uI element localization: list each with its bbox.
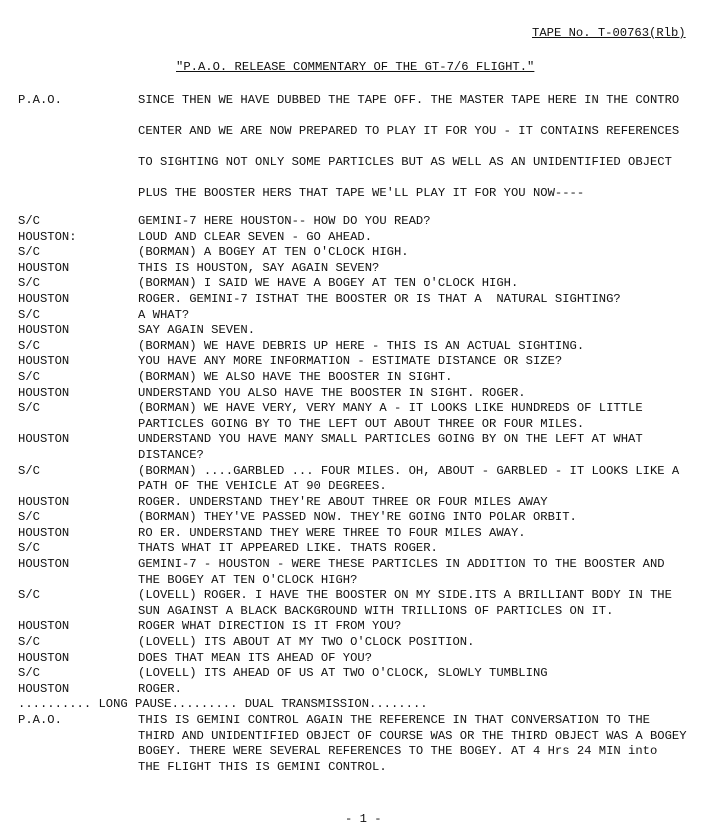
transcript-row <box>0 557 720 588</box>
speaker: S/C <box>18 635 40 650</box>
transcript <box>0 214 720 775</box>
transcript-row <box>0 635 720 651</box>
utterance: (BORMAN) A BOGEY AT TEN O'CLOCK HIGH. <box>138 245 409 260</box>
utterance: A WHAT? <box>138 307 190 322</box>
intro-line: TO SIGHTING NOT ONLY SOME PARTICLES BUT AS WELL AS AN UNIDENTIFIED OBJECT <box>138 155 672 169</box>
closing-text: THIS IS GEMINI CONTROL AGAIN THE REFERENCE IN THAT CONVERSATION TO THE THIRD AND UNIDENTIFIED OBJECT OF COURSE WAS OR THE THIRD OBJECT WAS A BOGEY BOGEY. THERE WERE SEVERAL REFERENCES TO THE BOGEY. AT 4 Hrs 24 MIN into THE FLIGHT THIS IS GEMINI CONTROL. <box>138 713 687 774</box>
intro-line: PLUS THE BOOSTER HERS THAT TAPE WE'LL PLAY IT FOR YOU NOW---- <box>138 186 585 200</box>
utterance: YOU HAVE ANY MORE INFORMATION - ESTIMATE DISTANCE OR SIZE? <box>138 354 563 369</box>
speaker: S/C <box>18 510 40 525</box>
speaker: HOUSTON <box>18 557 70 572</box>
speaker: HOUSTON <box>18 260 70 275</box>
speaker: S/C <box>18 463 40 478</box>
speaker: S/C <box>18 214 40 228</box>
closing-row <box>0 713 720 775</box>
utterance: SAY AGAIN SEVEN. <box>138 323 256 338</box>
transcript-row <box>0 432 720 463</box>
speaker: S/C <box>18 401 40 416</box>
transcript-row <box>0 526 720 542</box>
utterance: ROGER. <box>138 681 182 696</box>
transcript-row <box>0 401 720 432</box>
utterance: (BORMAN) WE HAVE DEBRIS UP HERE - THIS IS AN ACTUAL SIGHTING. <box>138 338 585 353</box>
speaker: HOUSTON <box>18 681 70 696</box>
transcript-row <box>0 541 720 557</box>
transcript-row <box>0 370 720 386</box>
speaker: S/C <box>18 369 40 384</box>
transcript-row <box>0 261 720 277</box>
transcript-row <box>0 666 720 682</box>
utterance: THATS WHAT IT APPEARED LIKE. THATS ROGER. <box>138 541 438 556</box>
transcript-row <box>0 276 720 292</box>
utterance: LOUD AND CLEAR SEVEN - GO AHEAD. <box>138 229 373 244</box>
utterance: GEMINI-7 - HOUSTON - WERE THESE PARTICLES IN ADDITION TO THE BOOSTER AND THE BOGEY AT TEN O'CLOCK HIGH? <box>138 557 665 587</box>
speaker: HOUSTON <box>18 385 70 400</box>
transcript-row <box>0 682 720 698</box>
speaker: HOUSTON <box>18 650 70 665</box>
utterance: (BORMAN) THEY'VE PASSED NOW. THEY'RE GOING INTO POLAR ORBIT. <box>138 510 577 525</box>
utterance: GEMINI-7 HERE HOUSTON-- HOW DO YOU READ? <box>138 214 431 228</box>
utterance: (BORMAN) ....GARBLED ... FOUR MILES. OH, ABOUT - GARBLED - IT LOOKS LIKE A PATH OF THE VEHICLE AT 90 DEGREES. <box>138 463 680 494</box>
speaker: HOUSTON <box>18 432 70 447</box>
utterance: UNDERSTAND YOU ALSO HAVE THE BOOSTER IN SIGHT. ROGER. <box>138 385 526 400</box>
transcript-row <box>0 308 720 324</box>
speaker: HOUSTON <box>18 525 70 540</box>
transcript-row <box>0 214 720 230</box>
utterance: (LOVELL) ITS ABOUT AT MY TWO O'CLOCK POSITION. <box>138 635 475 650</box>
document-title: "P.A.O. RELEASE COMMENTARY OF THE GT-7/6 FLIGHT." <box>176 60 535 74</box>
utterance: (LOVELL) ITS AHEAD OF US AT TWO O'CLOCK, SLOWLY TUMBLING <box>138 666 548 681</box>
utterance: (BORMAN) WE HAVE VERY, VERY MANY A - IT LOOKS LIKE HUNDREDS OF LITTLE PARTICLES GOING BY TO THE LEFT OUT ABOUT THREE OR FOUR MILES. <box>138 401 643 431</box>
speaker: S/C <box>18 245 40 260</box>
tape-number: TAPE No. T-00763(Rlb) <box>532 26 686 40</box>
transcript-row <box>0 354 720 370</box>
utterance: ROGER. GEMINI-7 ISTHAT THE BOOSTER OR IS THAT A NATURAL SIGHTING? <box>138 291 621 306</box>
transcript-row <box>0 464 720 495</box>
utterance: ROGER WHAT DIRECTION IS IT FROM YOU? <box>138 619 402 634</box>
speaker: HOUSTON <box>18 291 70 306</box>
speaker: S/C <box>18 307 40 322</box>
speaker: S/C <box>18 338 40 353</box>
utterance: (BORMAN) I SAID WE HAVE A BOGEY AT TEN O'CLOCK HIGH. <box>138 276 519 291</box>
transcript-row <box>0 495 720 511</box>
speaker: HOUSTON <box>18 354 70 369</box>
utterance: (BORMAN) WE ALSO HAVE THE BOOSTER IN SIGHT. <box>138 369 453 384</box>
transcript-row <box>0 292 720 308</box>
transcript-row <box>0 323 720 339</box>
transcript-row <box>0 245 720 261</box>
utterance: UNDERSTAND YOU HAVE MANY SMALL PARTICLES GOING BY ON THE LEFT AT WHAT DISTANCE? <box>138 432 643 462</box>
utterance: RO ER. UNDERSTAND THEY WERE THREE TO FOUR MILES AWAY. <box>138 525 526 540</box>
utterance: ROGER. UNDERSTAND THEY'RE ABOUT THREE OR FOUR MILES AWAY <box>138 494 548 509</box>
intro-line: CENTER AND WE ARE NOW PREPARED TO PLAY IT FOR YOU - IT CONTAINS REFERENCES <box>138 124 680 138</box>
speaker: S/C <box>18 276 40 291</box>
utterance: THIS IS HOUSTON, SAY AGAIN SEVEN? <box>138 260 380 275</box>
transcript-row <box>0 339 720 355</box>
intro-line: SINCE THEN WE HAVE DUBBED THE TAPE OFF. THE MASTER TAPE HERE IN THE CONTRO <box>138 93 680 107</box>
transcript-row <box>0 230 720 246</box>
speaker: HOUSTON: <box>18 229 77 244</box>
transcript-row <box>0 619 720 635</box>
transcript-row <box>0 510 720 526</box>
speaker: S/C <box>18 541 40 556</box>
pause-marker: .......... LONG PAUSE......... DUAL TRANSMISSION........ <box>18 697 428 712</box>
transcript-row <box>0 386 720 402</box>
utterance: DOES THAT MEAN ITS AHEAD OF YOU? <box>138 650 373 665</box>
transcript-row <box>0 588 720 619</box>
closing-speaker: P.A.O. <box>18 713 62 727</box>
speaker: HOUSTON <box>18 323 70 338</box>
intro-speaker: P.A.O. <box>18 93 62 107</box>
page-number: - 1 - <box>345 812 382 826</box>
speaker: HOUSTON <box>18 619 70 634</box>
utterance: (LOVELL) ROGER. I HAVE THE BOOSTER ON MY SIDE.ITS A BRILLIANT BODY IN THE SUN AGAINST A BLACK BACKGROUND WITH TRILLIONS OF PARTICLES ON IT. <box>138 588 672 618</box>
speaker: HOUSTON <box>18 494 70 509</box>
speaker: S/C <box>18 666 40 681</box>
speaker: S/C <box>18 588 40 603</box>
transcript-row <box>0 651 720 667</box>
